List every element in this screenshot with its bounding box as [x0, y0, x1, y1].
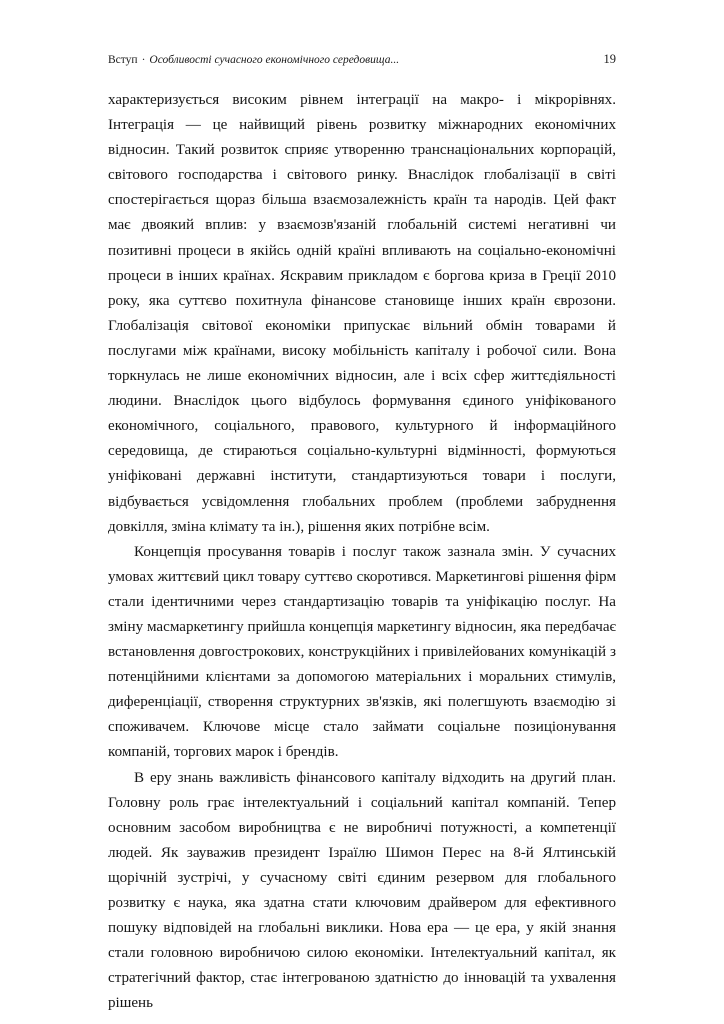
running-head-separator: ·: [141, 54, 146, 66]
page-number: 19: [603, 52, 616, 66]
page-header: [108, 52, 616, 67]
body-text: [108, 88, 616, 1016]
running-head-section: Вступ: [108, 54, 138, 66]
paragraph: В еру знань важливість фінансового капіталу відходить на другий план. Головну роль грає інтелектуальний і соціальний капітал компаній. Тепер основним засобом виробництва є не виробничі потужності, а компетенції людей. Як зауважив президент Ізраїлю Шимон Перес на 8-й Ялтинській щорічній зустрічі, у сучасному світі єдиним резервом для глобального розвитку є наука, яка здатна стати ключовим драйвером для ефективного пошуку відповідей на глобальні виклики. Нова ера — це ера, у якій знання стали головною виробничою силою економіки. Інтелектуальний капітал, як стратегічний фактор, стає інтегрованою здатністю до інновацій та ухвалення рішень: [108, 769, 616, 1012]
paragraph: Концепція просування товарів і послуг також зазнала змін. У сучасних умовах життєвий цикл товару суттєво скоротився. Маркетингові рішення фірм стали ідентичними через стандартизацію товарів та уніфікацію послуг. На зміну масмаркетингу прийшла концепція маркетингу відносин, яка передбачає встановлення довгострокових, конструкційних і привілейованих комунікацій з потенційними клієнтами за допомогою матеріальних і моральних стимулів, диференціації, створення структурних зв'язків, які полегшують взаємодію зі споживачем. Ключове місце стало займати соціальне позиціонування компаній, торгових марок і брендів.: [108, 543, 616, 761]
paragraph: характеризується високим рівнем інтеграції на макро- і мікрорівнях. Інтеграція — це найвищий рівень розвитку міжнародних економічних відносин. Такий розвиток сприяє утворенню транснаціональних корпорацій, світового господарства і світового ринку. Внаслідок глобалізації в світі спостерігається щораз більша взаємозалежність країн та народів. Цей факт має двоякий вплив: у взаємозв'язаній глобальній системі негативні чи позитивні процеси в якійсь одній країні впливають на соціально-економічні процеси в інших країнах. Яскравим прикладом є боргова криза в Греції 2010 року, яка суттєво похитнула фінансове становище інших країн єврозони. Глобалізація світової економіки припускає вільний обмін товарами й послугами між країнами, високу мобільність капіталу і робочої сили. Вона торкнулась не лише економічних відносин, але і всіх сфер життєдіяльності людини. Внаслідок цього відбулось формування єдиного уніфікованого економічного, соціального, правового, культурного й інформаційного середовища, де стираються соціально-культурні відмінності, формуються уніфіковані державні інститути, стандартизуються товари і послуги, відбувається усвідомлення глобальних проблем (проблеми забруднення довкілля, зміна клімату та ін.), рішення яких потрібне всім.: [108, 92, 616, 535]
running-head: [108, 54, 399, 66]
running-head-title: Особливості сучасного економічного середовища...: [149, 54, 400, 66]
